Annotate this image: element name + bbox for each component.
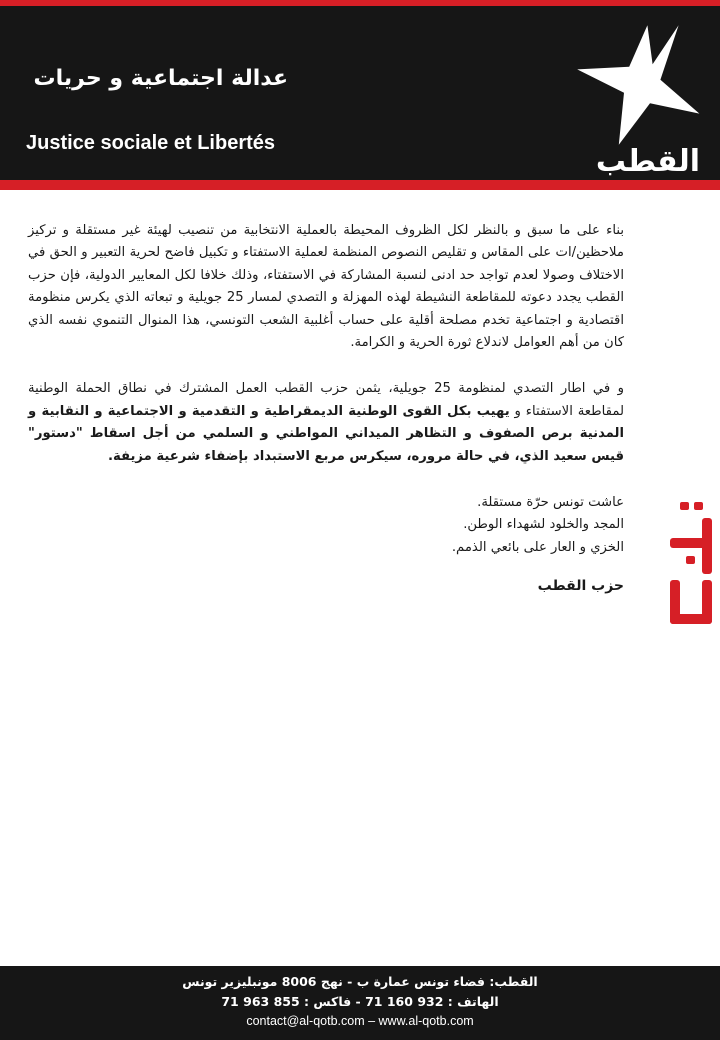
footer-address: القطب: فضاء تونس عمارة ب - نهج 8006 مونبليزير تونس — [182, 974, 538, 989]
footer-contact: contact@al-qotb.com – www.al-qotb.com — [246, 1014, 474, 1028]
header-title-french: Justice sociale et Libertés — [26, 132, 276, 154]
closing-line: الخزي و العار على بائعي الذمم. — [451, 539, 624, 555]
closing-slogans — [300, 492, 624, 559]
header-red-band — [0, 180, 720, 190]
paragraph-1: بناء على ما سبق و بالنظر لكل الظروف المحيطة بالعملية الانتخابية من تنصيب لهيئة غير مستقلة و تركيز ملاحظين/ات على المقاس و تقليص النصوص المنظمة لعملية الاستفتاء و تكبيل فاضح لحرية التعبير و الحق في الاختلاف وصولا لعدم تواجد حد ادنى لنسبة المشاركة في الاستفتاء، وذلك خلافا لكل المعايير الدولية، فإن حزب القطب يجدد دعوته للمقاطعة النشيطة لهذه المهزلة و التصدي لمسار 25 جويلية و تبعاته الذي يكرس منظومة اقتصادية و اجتماعية تخدم مصلحة أقلية على حساب أغلبية الشعب التونسي، هذا المنوال التنموي نفسه الذي كان من أهم العوامل لاندلاع ثورة الحرية و الكرامة. — [28, 223, 624, 351]
closing-line: عاشت تونس حرّة مستقلة. — [477, 495, 624, 510]
paragraph-2 — [28, 378, 624, 468]
side-calligraphy-mark — [660, 498, 720, 626]
letterhead-header — [0, 6, 720, 180]
paragraph-2-normal: و في اطار التصدي لمنظومة 25 جويلية، يثمن حزب القطب العمل المشترك في نطاق الحملة الوطنية لمقاطعة الاستفتاء و — [28, 381, 624, 419]
paragraph-2-bold: يهيب بكل القوى الوطنية الديمقراطية و التقدمية و الاجتماعية و النقابية و المدنية برص الصفوف و التظاهر الميداني المواطني و السلمي من أجل اسقاط "دستور" قيس سعيد الذي، في حالة مروره، سيكرس مربع الاستبداد بإضفاء شرعية مزيفة. — [28, 403, 624, 464]
signature: حزب القطب — [537, 578, 624, 594]
header-title-arabic: عدالة اجتماعية و حريات — [33, 66, 288, 91]
party-logo-text: القطب — [595, 144, 700, 179]
statement-body — [28, 220, 624, 492]
star-icon — [572, 20, 702, 150]
letterhead-footer — [0, 966, 720, 1040]
closing-line: المجد والخلود لشهداء الوطن. — [463, 517, 624, 533]
footer-phones: الهاتف : 932 160 71 - فاكس : 855 963 71 — [221, 994, 499, 1009]
